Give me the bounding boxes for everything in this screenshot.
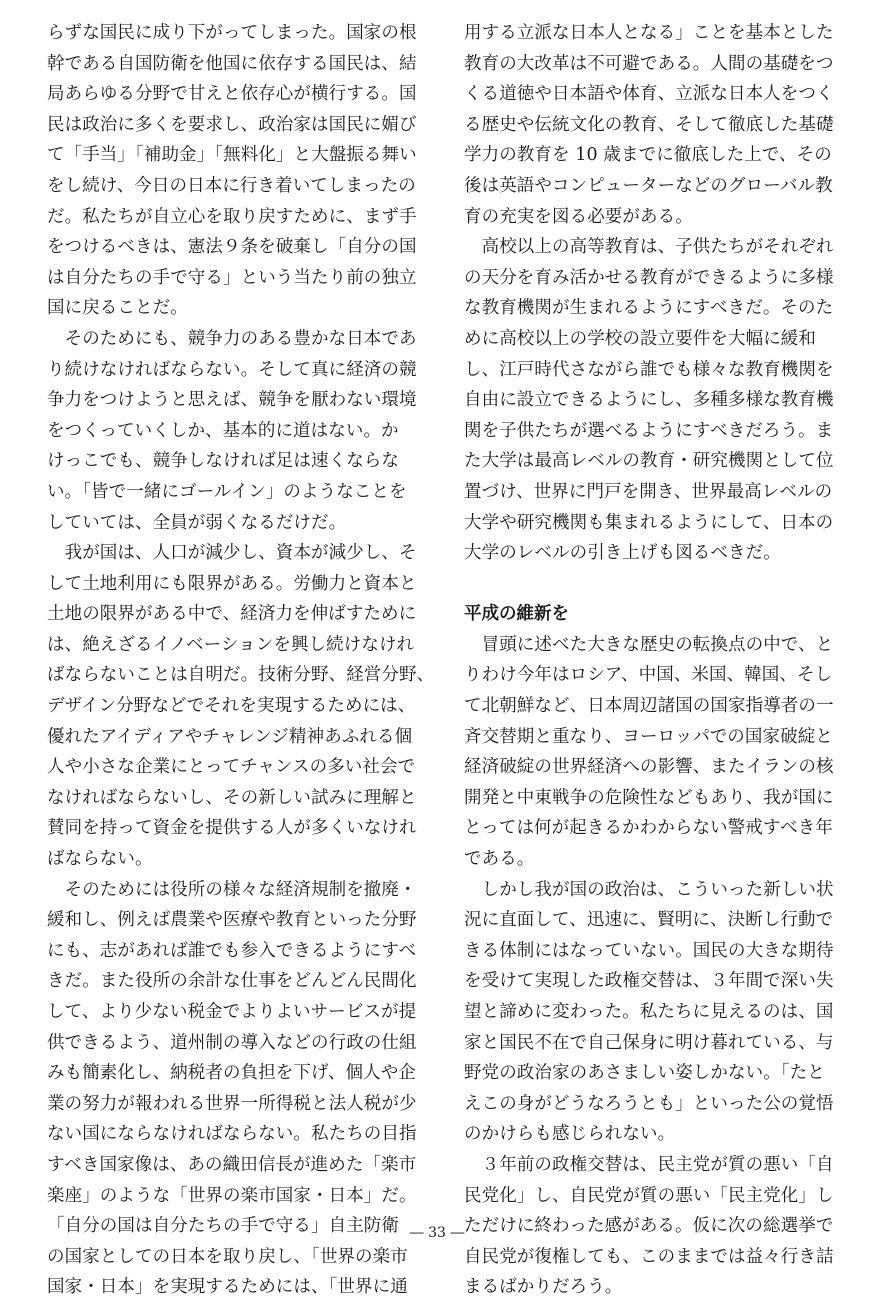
text-line: ３年前の政権交替は、民主党が質の悪い「自 bbox=[464, 1154, 834, 1175]
text-line: い。「皆で一緒にゴールイン」のようなことを bbox=[47, 481, 407, 502]
text-line: 優れたアイディアやチャレンジ精神あふれる個 bbox=[47, 726, 413, 747]
text-line: である。 bbox=[464, 849, 535, 870]
text-line: な教育機関が生まれるようにすべきだ。そのた bbox=[464, 298, 834, 319]
text-line: 業の努力が報われる世界一所得税と法人税が少 bbox=[47, 1093, 417, 1114]
left-column bbox=[47, 18, 435, 1303]
text-line: 国に戻ることだ。 bbox=[47, 298, 188, 319]
text-line: そのためにも、競争力のある豊かな日本であ bbox=[47, 328, 417, 349]
text-line: していては、全員が弱くなるだけだ。 bbox=[47, 512, 347, 533]
text-line: しかし我が国の政治は、こういった新しい状 bbox=[464, 879, 834, 900]
text-line: 望と諦めに変わった。私たちに見えるのは、国 bbox=[464, 1002, 834, 1022]
text-line: ばならないことは自明だ。技術分野、経営分野、 bbox=[47, 665, 435, 686]
text-line: 「自分の国は自分たちの手で守る」自主防衛 bbox=[47, 1216, 399, 1237]
text-line: り続けなければならない。そして真に経済の競 bbox=[47, 359, 417, 380]
text-line: して土地利用にも限界がある。労働力と資本と bbox=[47, 573, 417, 594]
text-line: は自分たちの手で守る」という当たり前の独立 bbox=[47, 267, 417, 288]
text-line: 供できるよう、道州制の導入などの行政の仕組 bbox=[47, 1032, 417, 1053]
text-line: る歴史や伝統文化の教育、そして徹底した基礎 bbox=[464, 114, 834, 135]
text-line: 野党の政治家のあさましい姿しかない。「たと bbox=[464, 1063, 825, 1084]
text-line: て「手当」「補助金」「無料化」と大盤振る舞い bbox=[47, 145, 417, 166]
section-heading: 平成の維新を bbox=[464, 604, 569, 625]
text-line: 高校以上の高等教育は、子供たちがそれぞれ bbox=[464, 237, 834, 258]
text-line: 人や小さな企業にとってチャンスの多い社会で bbox=[47, 757, 416, 778]
text-line: て北朝鮮など、日本周辺諸国の国家指導者の一 bbox=[464, 696, 834, 717]
text-line: 民党化」し、自民党が質の悪い「民主党化」し bbox=[464, 1185, 834, 1206]
text-line: きる体制にはなっていない。国民の大きな期待 bbox=[464, 940, 834, 961]
text-line: をし続け、今日の日本に行き着いてしまったの bbox=[47, 175, 416, 196]
text-line: みも簡素化し、納税者の負担を下げ、個人や企 bbox=[47, 1063, 416, 1084]
text-line: すべき国家像は、あの織田信長が進めた「楽市 bbox=[47, 1154, 417, 1175]
text-line: 楽座」のような「世界の楽市国家・日本」だ。 bbox=[47, 1185, 417, 1206]
text-line: えこの身がどうなろうとも」といった公の覚悟 bbox=[464, 1093, 834, 1114]
text-line: 緩和し、例えば農業や医療や教育といった分野 bbox=[47, 910, 417, 931]
text-line: をつくっていくしか、基本的に道はない。か bbox=[47, 420, 399, 441]
paragraph-spacer bbox=[464, 569, 826, 600]
text-line: りわけ今年はロシア、中国、米国、韓国、そし bbox=[464, 665, 833, 686]
text-line: 用する立派な日本人となる」ことを基本とした bbox=[464, 23, 834, 43]
text-line: 学力の教育を 10 歳までに徹底した上で、その bbox=[464, 145, 832, 166]
text-line: た大学は最高レベルの教育・研究機関として位 bbox=[464, 451, 834, 472]
text-line: 家と国民不在で自己保身に明け暮れている、与 bbox=[464, 1032, 834, 1053]
text-line: めに高校以上の学校の設立要件を大幅に緩和 bbox=[464, 328, 816, 349]
text-line: をつけるべきは、憲法９条を破棄し「自分の国 bbox=[47, 237, 417, 258]
text-line: なければならないし、その新しい試みに理解と bbox=[47, 787, 417, 808]
text-line: そのためには役所の様々な経済規制を撤廃・ bbox=[47, 879, 417, 900]
text-line: 国家・日本」を実現するためには、「世界に通 bbox=[47, 1277, 408, 1298]
text-line: を受けて実現した政権交替は、３年間で深い失 bbox=[464, 971, 834, 992]
text-line: デザイン分野などでそれを実現するためには、 bbox=[47, 696, 416, 717]
text-line: 土地の限界がある中で、経済力を伸ばすために bbox=[47, 604, 417, 625]
text-line: 後は英語やコンピューターなどのグローバル教 bbox=[464, 175, 833, 196]
text-line: まるばかりだろう。 bbox=[464, 1277, 623, 1298]
text-line: ただけに終わった感がある。仮に次の総選挙で bbox=[464, 1216, 834, 1237]
text-line: ない国にならなければならない。私たちの目指 bbox=[47, 1124, 417, 1145]
text-line: 開発と中東戦争の危険性などもあり、我が国に bbox=[464, 787, 834, 808]
text-line: 争力をつけようと思えば、競争を厭わない環境 bbox=[47, 390, 417, 411]
text-line: 民は政治に多くを要求し、政治家は国民に媚び bbox=[47, 114, 417, 135]
text-line: 経済破綻の世界経済への影響、またイランの核 bbox=[464, 757, 834, 778]
text-line: の国家としての日本を取り戻し、「世界の楽市 bbox=[47, 1246, 408, 1267]
page-number: ― 33 ― bbox=[409, 1225, 465, 1241]
text-line: けっこでも、競争しなければ足は速くならな bbox=[47, 451, 399, 472]
text-line: のかけらも感じられない。 bbox=[464, 1124, 676, 1145]
text-line: 自民党が復権しても、このままでは益々行き詰 bbox=[464, 1246, 834, 1267]
text-line: して、より少ない税金でよりよいサービスが提 bbox=[47, 1002, 417, 1022]
text-line: 大学のレベルの引き上げも図るべきだ。 bbox=[464, 543, 781, 564]
text-line: 大学や研究機関も集まれるようにして、日本の bbox=[464, 512, 834, 533]
text-line: くる道徳や日本語や体育、立派な日本人をつく bbox=[464, 84, 834, 105]
text-line: 置づけ、世界に門戸を開き、世界最高レベルの bbox=[464, 481, 833, 502]
text-line: は、絶えざるイノベーションを興し続けなけれ bbox=[47, 634, 415, 655]
text-line: きだ。また役所の余計な仕事をどんどん民間化 bbox=[47, 971, 417, 992]
text-line: 冒頭に述べた大きな歴史の転換点の中で、と bbox=[464, 634, 834, 655]
text-line: 教育の大改革は不可避である。人間の基礎をつ bbox=[464, 53, 834, 74]
text-line: 局あらゆる分野で甘えと依存心が横行する。国 bbox=[47, 84, 417, 105]
text-line: 幹である自国防衛を他国に依存する国民は、結 bbox=[47, 53, 417, 74]
text-line: にも、志があれば誰でも参入できるようにすべ bbox=[47, 940, 417, 961]
text-line: らずな国民に成り下がってしまった。国家の根 bbox=[47, 23, 417, 43]
text-line: ばならない。 bbox=[47, 849, 153, 870]
text-line: し、江戸時代さながら誰でも様々な教育機関を bbox=[464, 359, 834, 380]
text-line: だ。私たちが自立心を取り戻すために、まず手 bbox=[47, 206, 417, 227]
text-line: 関を子供たちが選べるようにすべきだろう。ま bbox=[464, 420, 834, 441]
text-line: 我が国は、人口が減少し、資本が減少し、そ bbox=[47, 543, 417, 564]
text-line: の天分を育み活かせる教育ができるように多様 bbox=[464, 267, 834, 288]
text-line: 育の充実を図る必要がある。 bbox=[464, 206, 693, 227]
text-line: 況に直面して、迅速に、賢明に、決断し行動で bbox=[464, 910, 834, 931]
text-line: 自由に設立できるようにし、多種多様な教育機 bbox=[464, 390, 834, 411]
right-column bbox=[464, 18, 834, 1303]
text-line: とっては何が起きるかわからない警戒すべき年 bbox=[464, 818, 833, 839]
text-line: 斉交替期と重なり、ヨーロッパでの国家破綻と bbox=[464, 726, 833, 747]
text-line: 賛同を持って資金を提供する人が多くいなけれ bbox=[47, 818, 417, 839]
